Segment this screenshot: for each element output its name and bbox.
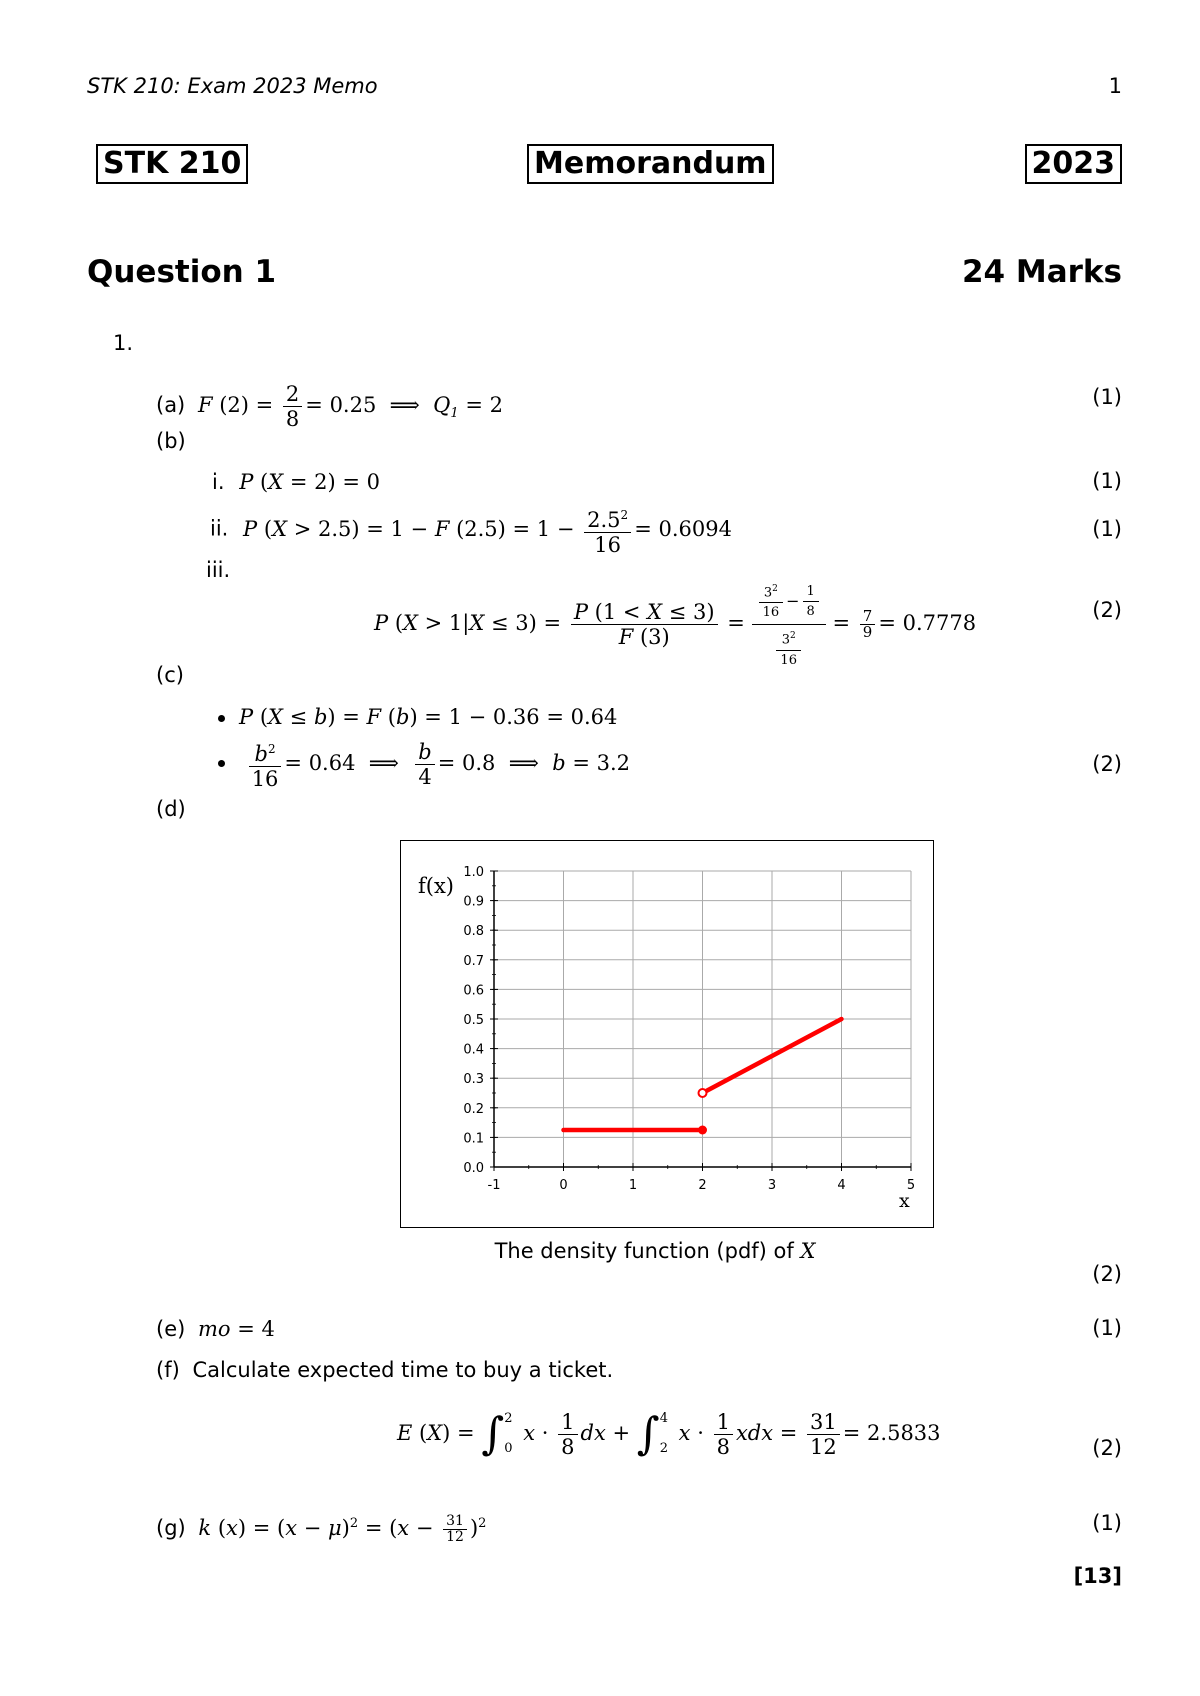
part-c-bullet-1: P (X ≤ b) = F (b) = 1 − 0.36 = 0.64 <box>218 704 617 730</box>
y-tick-label: 0.8 <box>463 924 484 940</box>
part-b-iii-mark: (2) <box>1092 598 1122 622</box>
part-b-i-formula: P (X = 2) = 0 <box>239 470 380 494</box>
page-number: 1 <box>1108 74 1122 98</box>
y-tick-label: 0.9 <box>463 894 484 910</box>
part-a-mark: (1) <box>1092 385 1122 409</box>
doc-type-box: Memorandum <box>527 144 774 184</box>
x-axis-label: x <box>899 1190 910 1212</box>
part-b-i-mark: (1) <box>1092 469 1122 493</box>
x-tick-label: 5 <box>906 1178 916 1193</box>
open-point-marker <box>699 1089 707 1097</box>
part-f-formula: E (X) = ∫ 2 0 x · $\frac{1}{8}$ dx + ∫ 4 2 x · $\frac{1}{8}$ xdx = $\frac{31}{12}$ = 2.5833 <box>397 1408 941 1459</box>
question-marks: 24 Marks <box>961 254 1122 290</box>
y-tick-label: 0.6 <box>463 983 484 999</box>
course-code-box: STK 210 <box>96 144 248 184</box>
part-a-label: (a) <box>156 393 186 417</box>
part-c-label: (c) <box>156 663 184 687</box>
pdf-chart <box>401 841 933 1227</box>
y-tick-label: 0.1 <box>463 1131 484 1147</box>
part-b-iii-label: iii. <box>206 558 231 582</box>
part-f-text: Calculate expected time to buy a ticket. <box>192 1358 614 1382</box>
y-tick-label: 0.4 <box>463 1042 484 1058</box>
part-a <box>156 382 503 431</box>
y-tick-label: 1.0 <box>463 865 484 880</box>
part-g-label: (g) <box>156 1516 186 1540</box>
y-tick-label: 0.7 <box>463 953 484 969</box>
part-f-mark: (2) <box>1092 1436 1122 1460</box>
part-e-mark: (1) <box>1092 1316 1122 1340</box>
part-a-formula: F (2) = $\frac{2}{8}$ = 0.25 ⟹ $Q_1 = 2$ <box>197 382 503 431</box>
part-b-i <box>212 469 380 495</box>
x-tick-label: 1 <box>628 1178 638 1193</box>
x-tick-label: -1 <box>487 1178 501 1193</box>
part-e <box>156 1316 275 1342</box>
y-axis-label: f(x) <box>418 874 455 898</box>
running-title: STK 210: Exam 2023 Memo <box>87 74 378 98</box>
part-b-ii-mark: (1) <box>1092 517 1122 541</box>
part-f-label: (f) <box>156 1358 180 1382</box>
part-b-ii-formula: P (X > 2.5) = 1 − F (2.5) = 1 − $\frac{2.5^2}{16}$ = 0.6094 <box>243 517 732 541</box>
part-b-label: (b) <box>156 429 186 453</box>
part-b-ii-label: ii. <box>210 516 229 541</box>
part-b-iii-formula: P (X > 1|X ≤ 3) = $\frac{P (1 < X \le 3)}{F (3)}$ = $\frac{3^2}{16}$ − $\frac{1}{8}$ $\frac{3^2}{16}$ = $\frac{7}{9}$ = 0.7778 <box>374 578 976 672</box>
part-d-mark: (2) <box>1092 1262 1122 1286</box>
x-tick-label: 0 <box>559 1178 568 1193</box>
part-e-formula: mo = 4 <box>198 1317 275 1341</box>
y-tick-label: 0.5 <box>463 1013 484 1028</box>
part-f <box>156 1357 613 1383</box>
closed-point-marker <box>698 1126 707 1135</box>
chart-frame <box>400 840 934 1228</box>
part-g-mark: (1) <box>1092 1511 1122 1535</box>
part-number: 1. <box>113 331 134 355</box>
part-b-i-label: i. <box>212 470 225 494</box>
total-marks: [13] <box>1073 1564 1122 1588</box>
part-g-formula: k $(x) = (x - \mu)^2 = (x$ − $\frac{31}{12}$ )$^2$ <box>198 1513 487 1545</box>
part-e-label: (e) <box>156 1317 186 1341</box>
x-tick-label: 3 <box>767 1178 777 1193</box>
part-d-label: (d) <box>156 797 186 821</box>
x-tick-label: 2 <box>698 1178 707 1193</box>
question-title: Question 1 <box>87 254 277 290</box>
y-tick-label: 0.2 <box>463 1101 484 1117</box>
chart-caption: The density function (pdf) of X <box>494 1239 816 1263</box>
part-g <box>156 1511 486 1545</box>
part-c-mark: (2) <box>1092 752 1122 776</box>
x-tick-label: 4 <box>837 1178 846 1193</box>
part-c-bullet-2: $\frac{b^2}{16}$ = 0.64 ⟹ $\frac{b}{4}$ = 0.8 ⟹ b = 3.2 <box>218 737 630 791</box>
y-tick-label: 0.3 <box>463 1072 484 1088</box>
year-box: 2023 <box>1025 144 1123 184</box>
y-tick-label: 0.0 <box>463 1161 484 1176</box>
part-b-ii <box>210 503 732 557</box>
